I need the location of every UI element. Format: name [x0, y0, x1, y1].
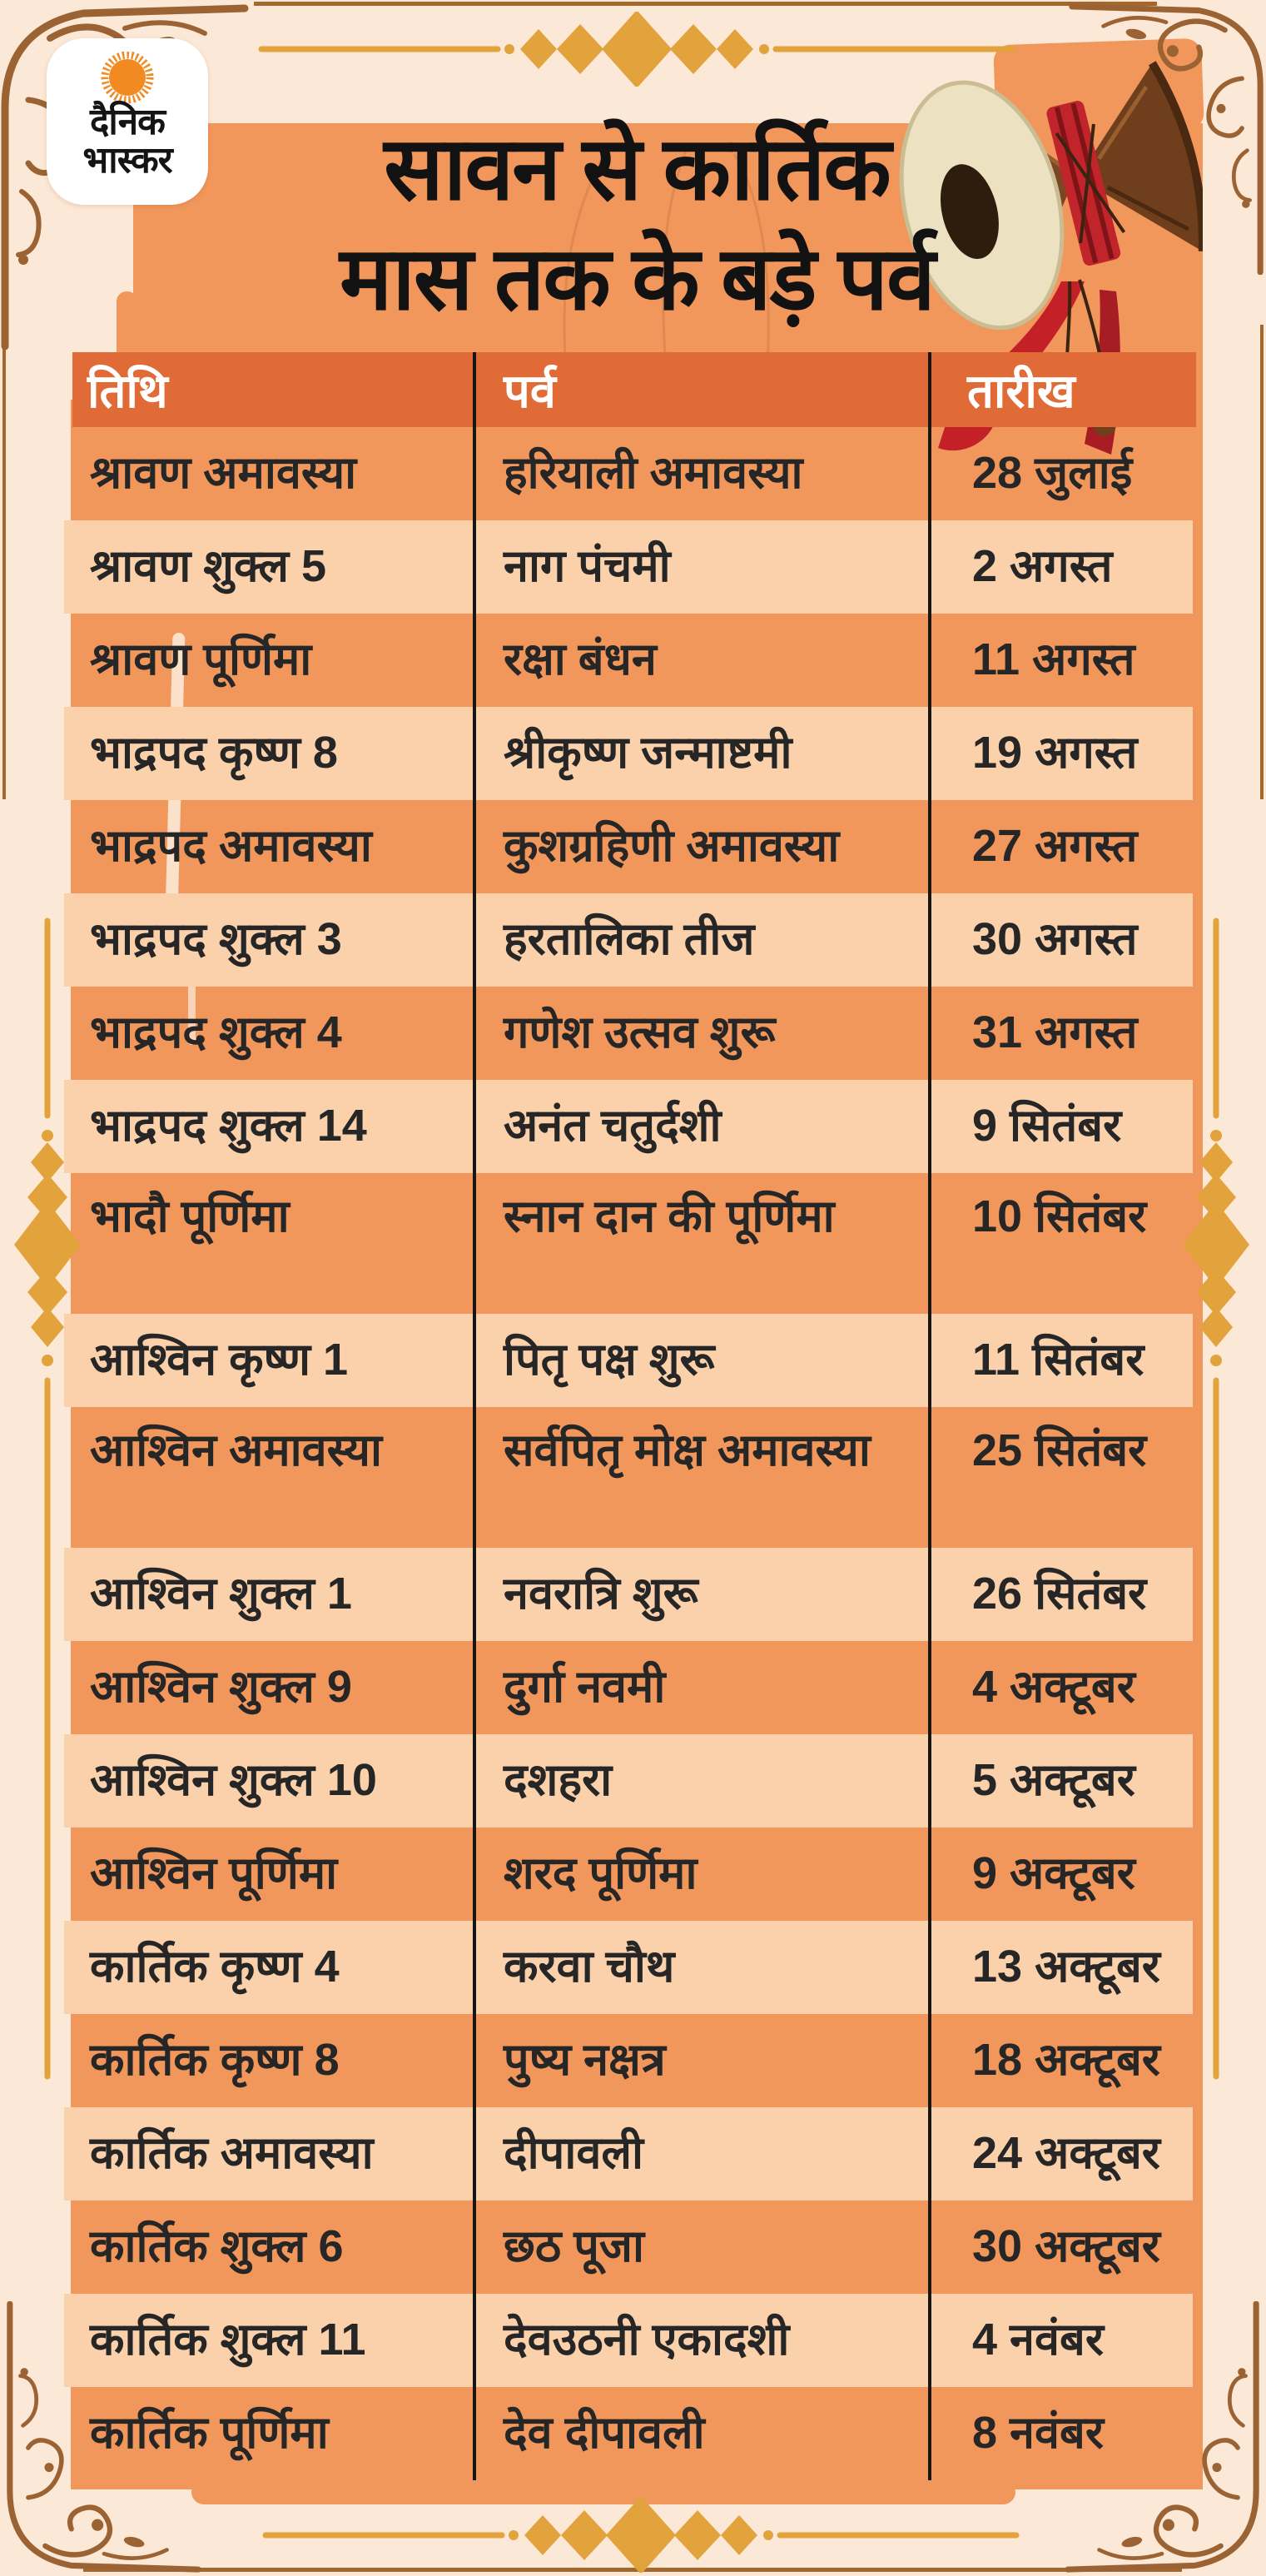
date-cell: 5 अक्टूबर — [972, 1755, 1135, 1806]
tithi-cell: कार्तिक पूर्णिमा — [90, 2408, 329, 2459]
date-cell: 4 अक्टूबर — [972, 1662, 1135, 1713]
table-row — [64, 1828, 1193, 1921]
header-tithi: तिथि — [87, 365, 168, 417]
date-cell: 2 अगस्त — [972, 541, 1113, 592]
tithi-cell: कार्तिक कृष्ण 8 — [90, 2035, 340, 2086]
header-parva: पर्व — [504, 365, 556, 417]
date-cell: 19 अगस्त — [972, 728, 1138, 778]
parva-cell: करवा चौथ — [504, 1942, 675, 1992]
table-row — [64, 614, 1193, 707]
tithi-cell: श्रावण अमावस्या — [90, 448, 357, 499]
table-row — [64, 707, 1193, 800]
tithi-cell: आश्विन अमावस्या — [90, 1425, 382, 1475]
right-edge-line — [1260, 325, 1264, 799]
parva-cell: सर्वपितृ मोक्ष अमावस्या — [504, 1425, 871, 1475]
table-row — [64, 893, 1193, 987]
date-cell: 18 अक्टूबर — [972, 2035, 1160, 2086]
table-row — [64, 1734, 1193, 1828]
date-cell: 28 जुलाई — [972, 448, 1133, 499]
brand-name-line2: भास्कर — [82, 139, 172, 181]
table-row — [64, 2294, 1193, 2387]
sun-icon — [73, 52, 181, 103]
parva-cell: नाग पंचमी — [504, 541, 671, 592]
date-cell: 25 सितंबर — [972, 1425, 1147, 1475]
parva-cell: पितृ पक्ष शुरू — [504, 1335, 715, 1385]
table-row — [64, 2387, 1193, 2480]
date-cell: 9 अक्टूबर — [972, 1848, 1135, 1899]
date-cell: 8 नवंबर — [972, 2408, 1104, 2459]
date-cell: 13 अक्टूबर — [972, 1942, 1160, 1992]
parva-cell: छठ पूजा — [504, 2221, 644, 2272]
table-row — [64, 1407, 1193, 1548]
page-title-line1: सावन से कार्तिक — [384, 120, 890, 218]
parva-cell: दुर्गा नवमी — [504, 1662, 666, 1713]
table-body — [64, 427, 1193, 2480]
parva-cell: रक्षा बंधन — [504, 634, 657, 685]
column-divider-2 — [928, 352, 931, 2480]
parva-cell: अनंत चतुर्दशी — [504, 1101, 722, 1151]
date-cell: 9 सितंबर — [972, 1101, 1122, 1151]
table-row — [64, 1548, 1193, 1641]
table-row — [64, 1173, 1193, 1314]
gold-divider-bottom-icon — [262, 2498, 1020, 2573]
tithi-cell: भाद्रपद कृष्ण 8 — [90, 728, 338, 778]
date-cell: 4 नवंबर — [972, 2315, 1104, 2365]
tithi-cell: आश्विन पूर्णिमा — [90, 1848, 338, 1899]
table-row — [64, 1314, 1193, 1407]
tithi-cell: श्रावण पूर्णिमा — [90, 634, 312, 685]
date-cell: 30 अक्टूबर — [972, 2221, 1160, 2272]
table-row — [64, 1080, 1193, 1173]
date-cell: 26 सितंबर — [972, 1569, 1147, 1619]
table-row — [64, 520, 1193, 614]
table-row — [64, 427, 1193, 520]
tithi-cell: भादौ पूर्णिमा — [90, 1191, 290, 1241]
parva-cell: कुशग्रहिणी अमावस्या — [504, 821, 840, 872]
parva-cell: हरतालिका तीज — [504, 914, 755, 965]
date-cell: 11 अगस्त — [972, 634, 1135, 685]
table-row — [64, 2201, 1193, 2294]
tithi-cell: आश्विन कृष्ण 1 — [90, 1335, 349, 1385]
table-row — [64, 1921, 1193, 2014]
date-cell: 30 अगस्त — [972, 914, 1138, 965]
tithi-cell: कार्तिक शुक्ल 11 — [90, 2315, 366, 2365]
date-cell: 27 अगस्त — [972, 821, 1138, 872]
date-cell: 11 सितंबर — [972, 1335, 1144, 1385]
table-row — [64, 1641, 1193, 1734]
tithi-cell: आश्विन शुक्ल 9 — [90, 1662, 352, 1713]
table-row — [64, 987, 1193, 1080]
tithi-cell: भाद्रपद शुक्ल 3 — [90, 914, 342, 965]
page-title-line2: मास तक के बड़े पर्व — [340, 230, 934, 328]
tithi-cell: भाद्रपद शुक्ल 4 — [90, 1007, 342, 1058]
top-border-line — [254, 2, 1157, 6]
parva-cell: हरियाली अमावस्या — [504, 448, 803, 499]
column-divider-1 — [473, 352, 476, 2480]
parva-cell: देवउठनी एकादशी — [504, 2315, 790, 2365]
tithi-cell: कार्तिक अमावस्या — [90, 2128, 374, 2179]
table-row — [64, 2014, 1193, 2107]
tithi-cell: भाद्रपद अमावस्या — [90, 821, 372, 872]
table-row — [64, 800, 1193, 893]
parva-cell: नवरात्रि शुरू — [504, 1569, 698, 1619]
parva-cell: शरद पूर्णिमा — [504, 1848, 698, 1899]
tithi-cell: कार्तिक कृष्ण 4 — [90, 1942, 340, 1992]
tithi-cell: कार्तिक शुक्ल 6 — [90, 2221, 344, 2272]
table-header — [72, 352, 1196, 427]
date-cell: 24 अक्टूबर — [972, 2128, 1160, 2179]
header-tarikh: तारीख — [967, 365, 1075, 417]
parva-cell: पुष्य नक्षत्र — [504, 2035, 666, 2086]
parva-cell: देव दीपावली — [504, 2408, 705, 2459]
tithi-cell: आश्विन शुक्ल 1 — [90, 1569, 352, 1619]
date-cell: 10 सितंबर — [972, 1191, 1147, 1241]
parva-cell: दशहरा — [504, 1755, 613, 1806]
table-row — [64, 2107, 1193, 2201]
parva-cell: श्रीकृष्ण जन्माष्टमी — [504, 728, 792, 778]
parva-cell: गणेश उत्सव शुरू — [504, 1007, 776, 1058]
left-edge-line — [2, 333, 6, 799]
brand-name-line1: दैनिक — [90, 102, 165, 142]
parva-cell: दीपावली — [504, 2128, 643, 2179]
tithi-cell: भाद्रपद शुक्ल 14 — [90, 1101, 367, 1151]
date-cell: 31 अगस्त — [972, 1007, 1138, 1058]
tithi-cell: श्रावण शुक्ल 5 — [90, 541, 327, 592]
parva-cell: स्नान दान की पूर्णिमा — [504, 1191, 835, 1241]
tithi-cell: आश्विन शुक्ल 10 — [90, 1755, 377, 1806]
